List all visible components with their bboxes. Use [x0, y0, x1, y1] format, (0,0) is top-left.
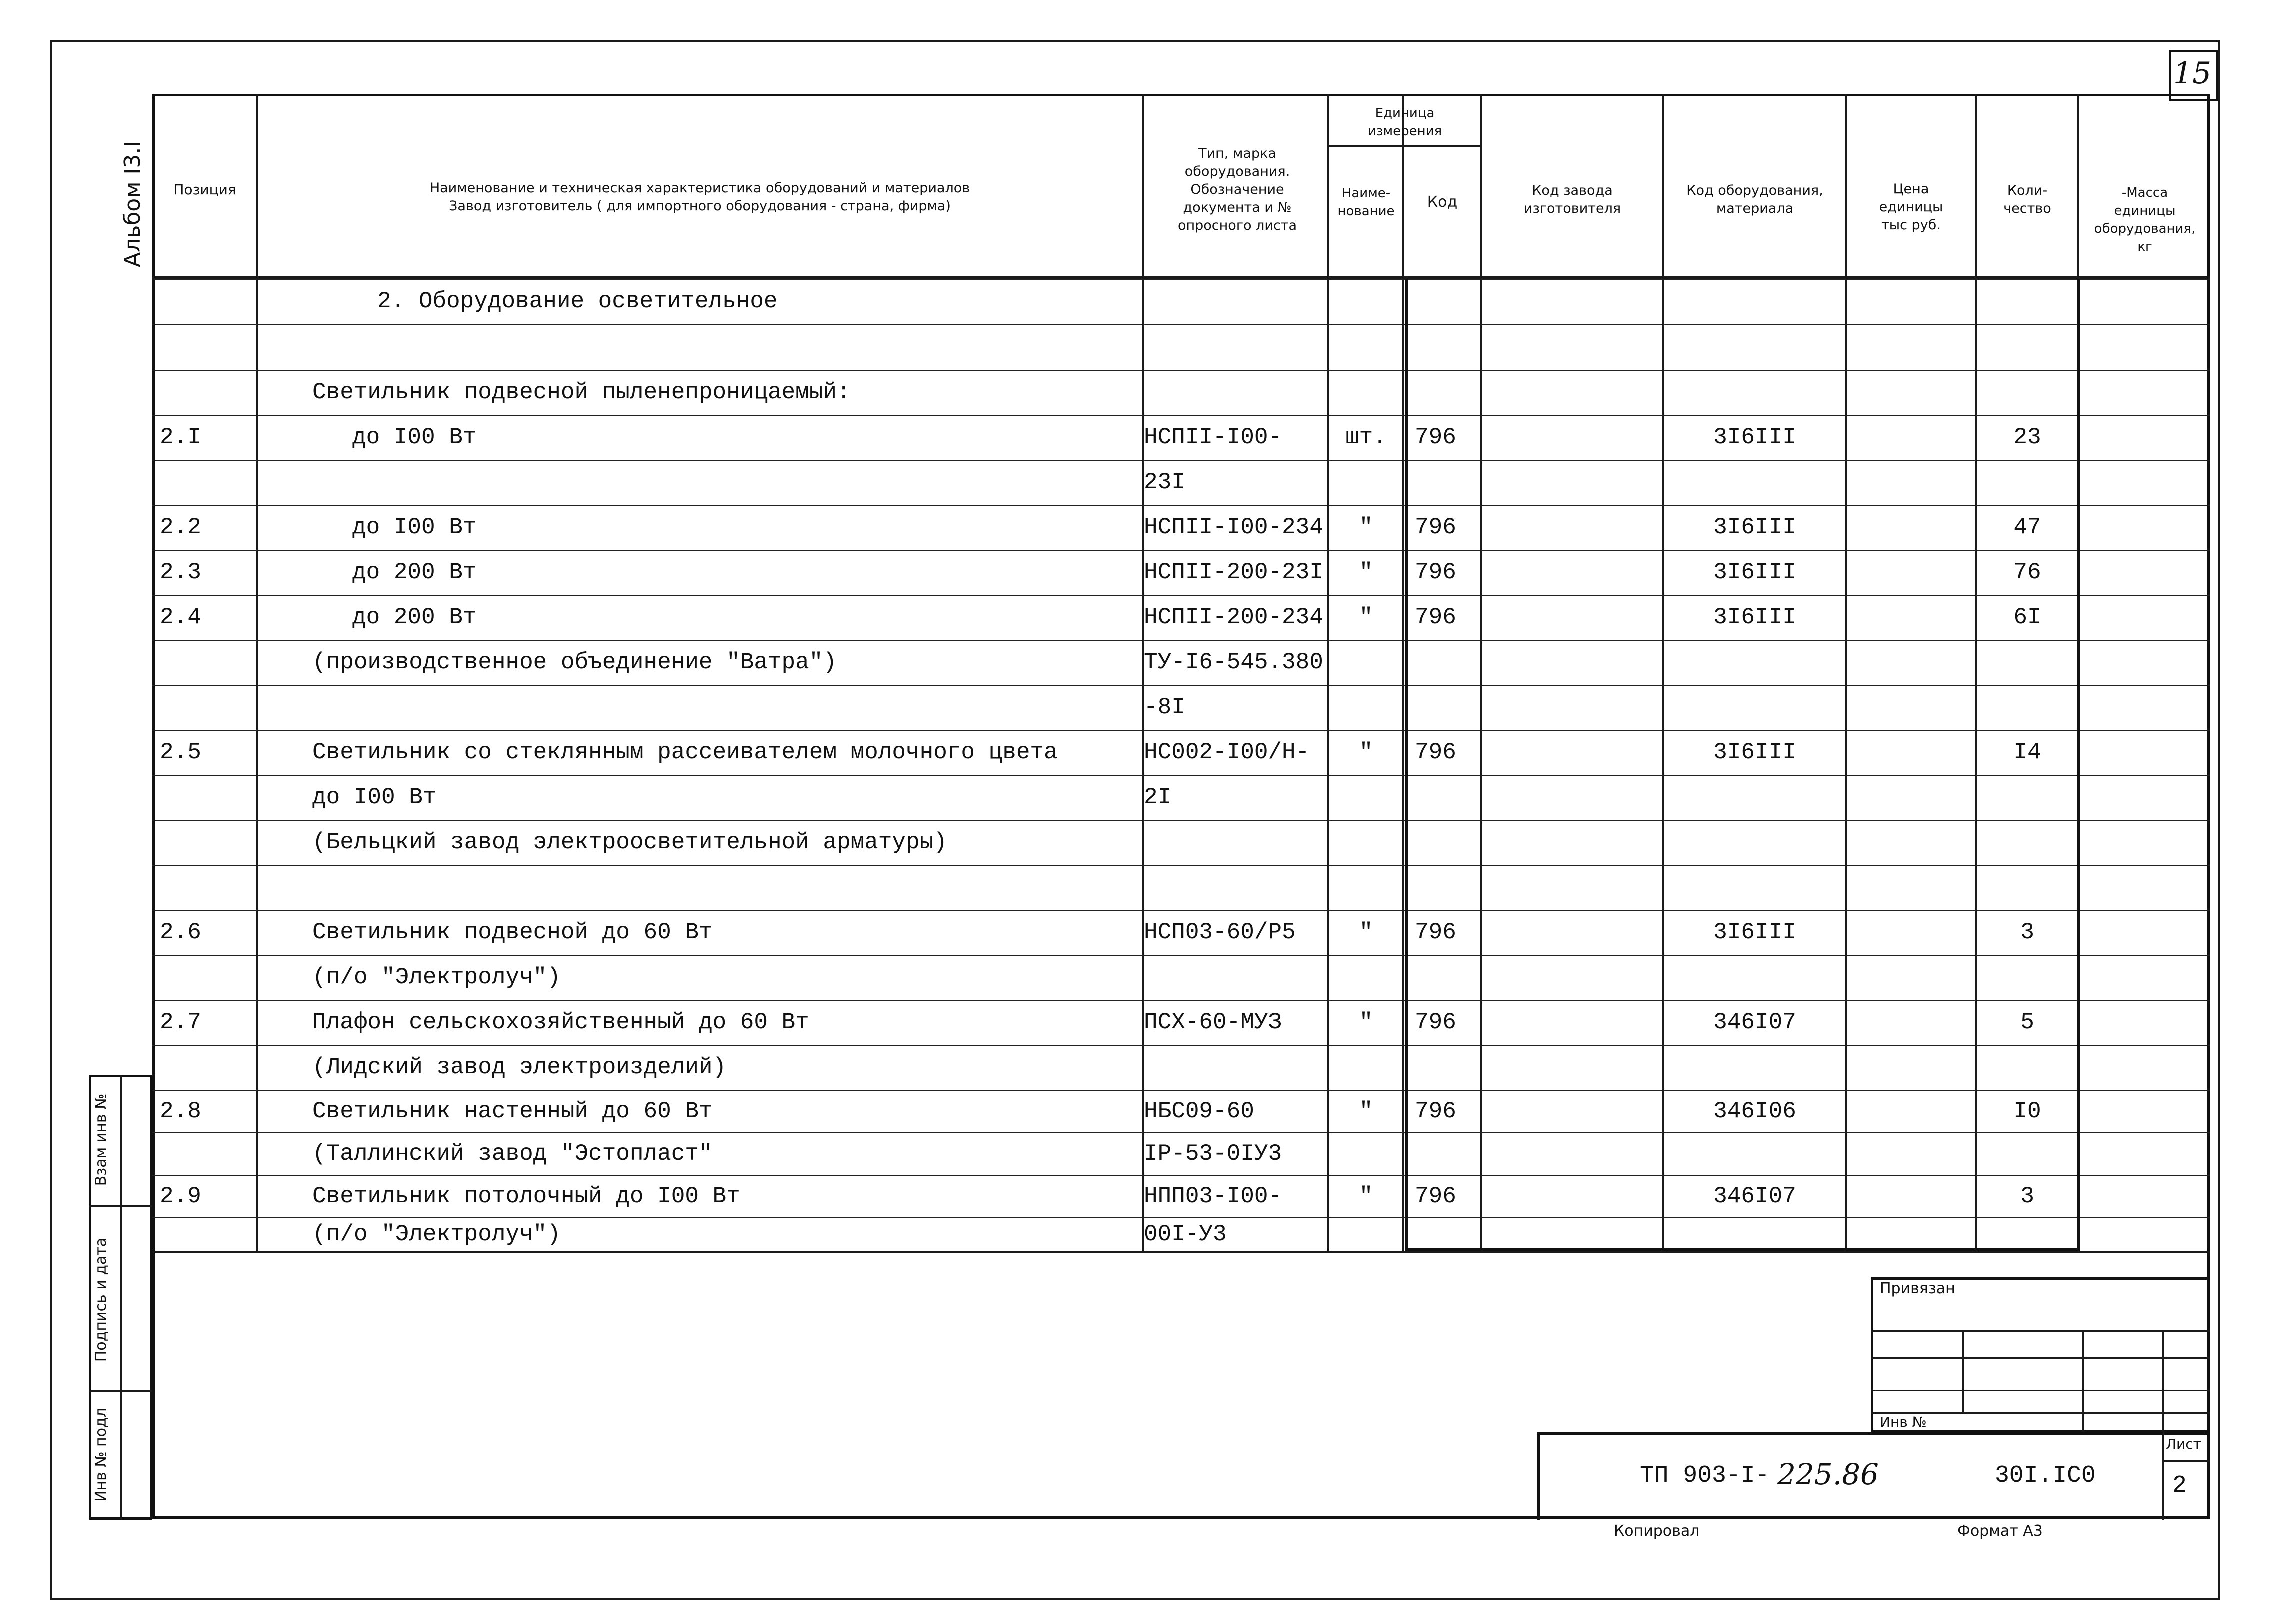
cell-equip-code: 346I07	[1713, 1183, 1796, 1209]
cell-name: (Таллинский завод "Эстопласт"	[312, 1140, 713, 1167]
cell-name: до I00 Вт	[312, 784, 437, 810]
linked-block	[1871, 1277, 2210, 1432]
cell-name: Светильник потолочный до I00 Вт	[312, 1183, 740, 1209]
cell-type: 00I-У3	[1144, 1221, 1227, 1247]
outer-frame-bottom	[50, 1598, 2220, 1600]
cell-position: 2.6	[160, 919, 201, 945]
cell-unit-name: "	[1359, 559, 1373, 585]
sheet-value: 2	[2172, 1472, 2187, 1499]
title-sheet-sep	[2162, 1460, 2210, 1462]
doc-code: ТП 903-I-	[1640, 1462, 1770, 1489]
cell-equip-code: 3I6III	[1713, 919, 1796, 945]
cell-name: до I00 Вт	[352, 514, 477, 540]
cell-position: 2.9	[160, 1183, 201, 1209]
cell-type: НС002-I00/Н-	[1144, 739, 1310, 765]
linked-label: Привязан	[1880, 1280, 1955, 1297]
cell-name: (производственное объединение "Ватра")	[312, 649, 837, 675]
header-factory-code: Код завода изготовителя	[1523, 183, 1621, 216]
cell-qty: 5	[2020, 1009, 2034, 1035]
header-unit-name: Наиме- нование	[1337, 186, 1395, 219]
side-inv-orig: Инв № подл	[92, 1408, 110, 1502]
title-sheet-divider	[2162, 1432, 2164, 1520]
header-equip-code: Код оборудования, материала	[1686, 183, 1823, 216]
cell-name: (п/о "Электролуч")	[312, 964, 561, 990]
cell-type: НСПII-I00-	[1144, 424, 1282, 450]
cell-type: ТУ-I6-545.380	[1144, 649, 1323, 675]
cell-unit-name: "	[1359, 1009, 1373, 1035]
outer-frame-top	[50, 40, 2220, 42]
cell-unit-code: 796	[1415, 424, 1456, 450]
cell-unit-name: "	[1359, 514, 1373, 540]
cell-equip-code: 3I6III	[1713, 604, 1796, 630]
outer-frame-left	[50, 40, 52, 1600]
cell-equip-code: 346I07	[1713, 1009, 1796, 1035]
cell-name: до 200 Вт	[352, 604, 477, 630]
code-block-frame	[1405, 279, 2080, 1251]
cell-position: 2.3	[160, 559, 201, 585]
cell-name: Светильник подвесной пыленепроницаемый:	[312, 379, 851, 405]
cell-unit-name: шт.	[1345, 424, 1387, 450]
cell-name: Плафон сельскохозяйственный до 60 Вт	[312, 1009, 809, 1035]
cell-name: (п/о "Электролуч")	[312, 1221, 561, 1247]
cell-equip-code: 3I6III	[1713, 514, 1796, 540]
cell-unit-name: "	[1359, 1183, 1373, 1209]
cell-name: Светильник подвесной до 60 Вт	[312, 919, 713, 945]
side-sign-date: Подпись и дата	[92, 1237, 110, 1362]
linked-hline-2	[1871, 1357, 2210, 1359]
inv-no-label: Инв №	[1880, 1414, 1927, 1430]
cell-name: до 200 Вт	[352, 559, 477, 585]
cell-unit-code: 796	[1415, 514, 1456, 540]
cell-unit-code: 796	[1415, 1183, 1456, 1209]
header-unit-code: Код	[1427, 193, 1458, 211]
side-inv-replace: Взам инв №	[92, 1093, 110, 1186]
linked-vline-3	[2162, 1330, 2164, 1432]
cell-equip-code: 3I6III	[1713, 559, 1796, 585]
cell-name: 2. Оборудование осветительное	[377, 288, 778, 314]
cell-qty: 76	[2013, 559, 2041, 585]
cell-unit-name: "	[1359, 919, 1373, 945]
cell-position: 2.7	[160, 1009, 201, 1035]
sheet-code: 30I.IC0	[1995, 1462, 2096, 1489]
cell-position: 2.4	[160, 604, 201, 630]
cell-qty: 23	[2013, 424, 2041, 450]
cell-name: Светильник настенный до 60 Вт	[312, 1098, 713, 1124]
cell-unit-name: "	[1359, 604, 1373, 630]
cell-type: НСПII-200-234	[1144, 604, 1323, 630]
cell-unit-code: 796	[1415, 1098, 1456, 1124]
cell-name: (Лидский завод электроизделий)	[312, 1054, 727, 1080]
cell-unit-code: 796	[1415, 559, 1456, 585]
cell-position: 2.I	[160, 424, 201, 450]
cell-position: 2.8	[160, 1098, 201, 1124]
header-mass: -Масса единицы оборудования, кг	[2094, 185, 2196, 254]
header-qty: Коли- чество	[2003, 183, 2051, 216]
header-unit-group: Единица измерения	[1367, 106, 1442, 139]
cell-unit-code: 796	[1415, 604, 1456, 630]
table-body-end	[152, 1251, 2210, 1253]
cell-qty: I4	[2013, 739, 2041, 765]
cell-type: 2I	[1144, 784, 1172, 810]
cell-unit-code: 796	[1415, 1009, 1456, 1035]
cell-name: до I00 Вт	[352, 424, 477, 450]
cell-equip-code: 3I6III	[1713, 424, 1796, 450]
cell-qty: I0	[2013, 1098, 2041, 1124]
album-label: Альбом I3.I	[120, 140, 145, 267]
cell-type: ПСХ-60-МУЗ	[1144, 1009, 1282, 1035]
copied-label: Копировал	[1614, 1522, 1700, 1540]
cell-unit-name: "	[1359, 739, 1373, 765]
header-type: Тип, марка оборудования. Обозначение документа и № опросного листа	[1177, 146, 1297, 233]
cell-type: 23I	[1144, 469, 1185, 495]
cell-name: (Бельцкий завод электроосветительной арматуры)	[312, 829, 947, 855]
cell-qty: 3	[2020, 1183, 2034, 1209]
cell-type: IР-53-0IУ3	[1144, 1140, 1282, 1167]
outer-frame-right	[2218, 40, 2220, 1600]
side-stamp-sep-1	[89, 1205, 152, 1207]
doc-num-handwritten: 225.86	[1777, 1457, 1879, 1491]
cell-unit-code: 796	[1415, 919, 1456, 945]
header-price: Цена единицы тыс руб.	[1879, 181, 1943, 233]
corner-sheet-number: 15	[2173, 56, 2212, 91]
cell-qty: 47	[2013, 514, 2041, 540]
cell-name: Светильник со стеклянным рассеивателем молочного цвета	[312, 739, 1058, 765]
cell-unit-code: 796	[1415, 739, 1456, 765]
sheet-label: Лист	[2166, 1436, 2201, 1452]
cell-position: 2.2	[160, 514, 201, 540]
header-position: Позиция	[173, 181, 236, 198]
cell-type: НПП03-I00-	[1144, 1183, 1282, 1209]
linked-vline-2	[2082, 1330, 2084, 1432]
unit-group-separator	[1327, 145, 1480, 147]
cell-type: НСПII-I00-234	[1144, 514, 1323, 540]
side-stamp-divider	[120, 1075, 122, 1520]
linked-hline-1	[1871, 1330, 2210, 1332]
cell-type: НСП03-60/Р5	[1144, 919, 1296, 945]
cell-unit-name: "	[1359, 1098, 1373, 1124]
cell-equip-code: 3I6III	[1713, 739, 1796, 765]
cell-type: -8I	[1144, 694, 1185, 720]
linked-vline-1	[1962, 1330, 1964, 1412]
linked-hline-3	[1871, 1390, 2210, 1391]
cell-position: 2.5	[160, 739, 201, 765]
cell-type: НБС09-60	[1144, 1098, 1254, 1124]
cell-qty: 3	[2020, 919, 2034, 945]
format-label: Формат А3	[1957, 1522, 2043, 1540]
cell-equip-code: 346I06	[1713, 1098, 1796, 1124]
cell-type: НСПII-200-23I	[1144, 559, 1323, 585]
header-name: Наименование и техническая характеристика оборудований и материалов Завод изготовитель ( для импортного оборудования - страна, фирма)	[429, 180, 970, 214]
cell-qty: 6I	[2013, 604, 2041, 630]
